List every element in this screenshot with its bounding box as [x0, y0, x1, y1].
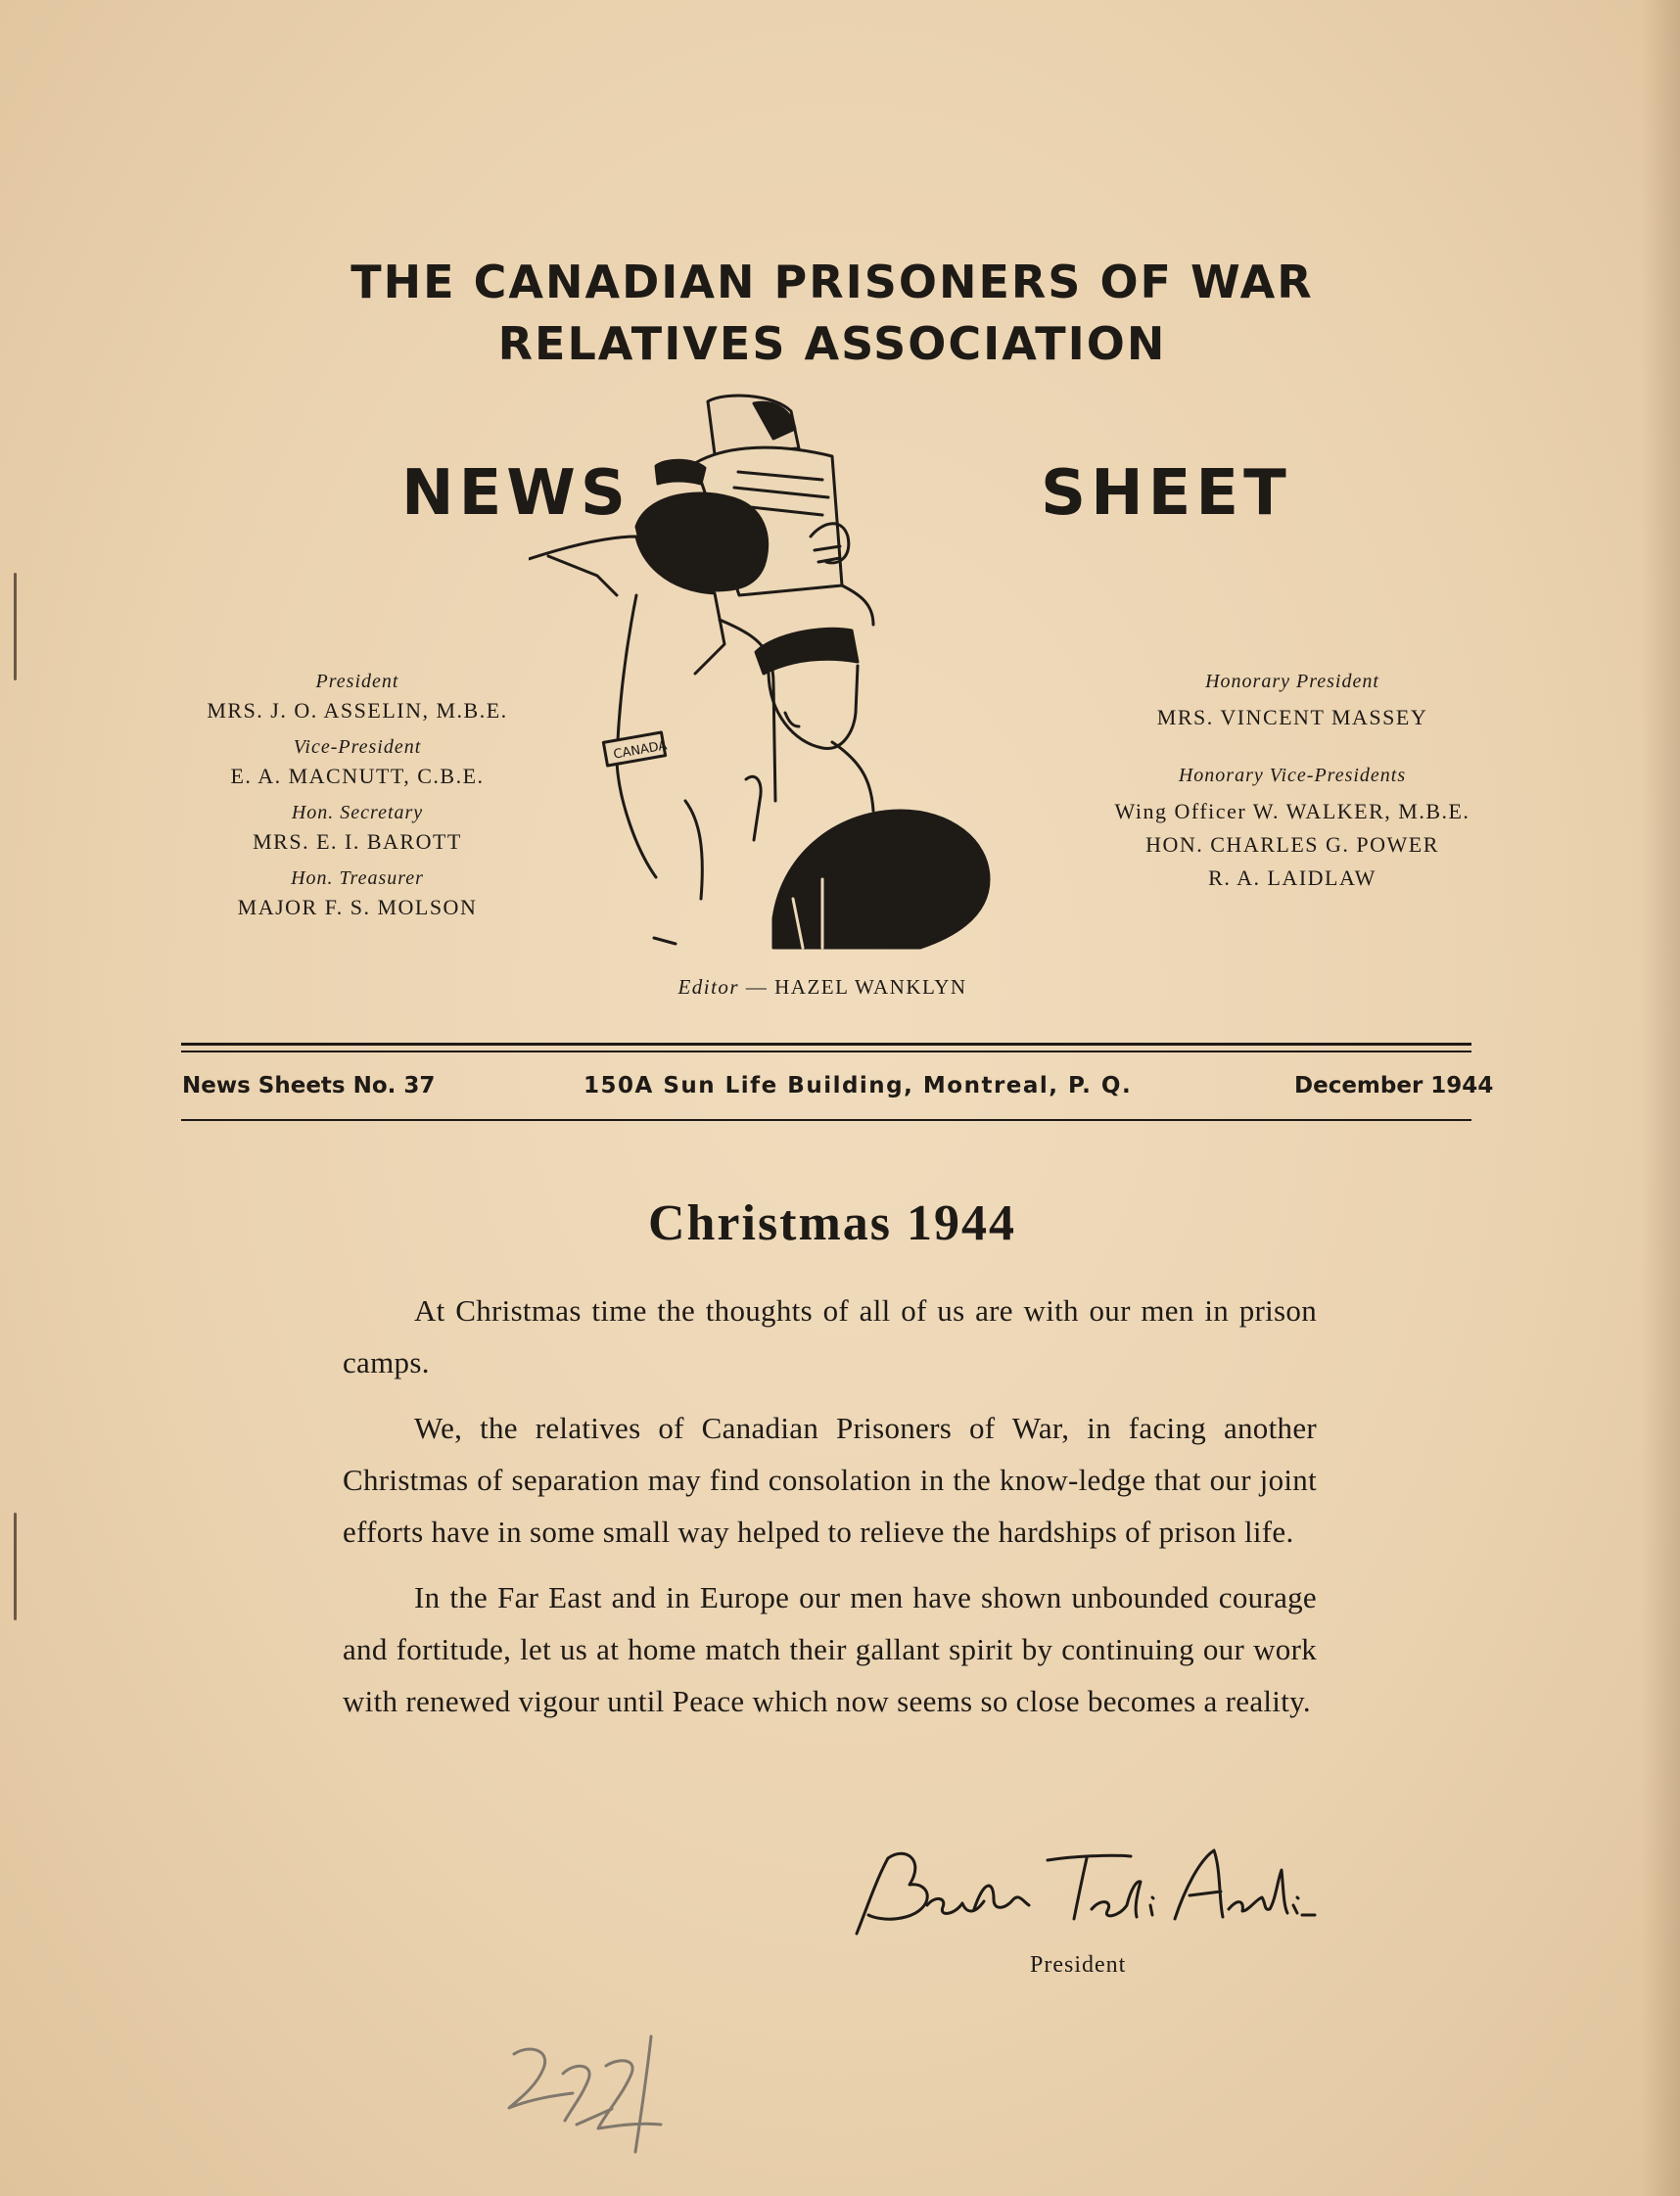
- officer-name: MRS. J. O. ASSELIN, M.B.E.: [207, 698, 508, 723]
- article-body: [343, 1285, 1317, 1741]
- honorary-vice-president-name: Wing Officer W. WALKER, M.B.E.: [1114, 799, 1470, 823]
- officers-list-left: [176, 672, 538, 934]
- honorary-vice-president-name: R. A. LAIDLAW: [1208, 865, 1377, 890]
- article-title: Christmas 1944: [647, 1195, 1017, 1251]
- editor-label: Editor: [677, 975, 740, 999]
- masthead-rule-top-thick: [181, 1043, 1471, 1046]
- office-address: 150A Sun Life Building, Montreal, P. Q.: [583, 1073, 1133, 1098]
- association-title-line1: THE CANADIAN PRISONERS OF WAR: [350, 256, 1314, 308]
- signature-title: President: [1030, 1952, 1127, 1978]
- officer-name: E. A. MACNUTT, C.B.E.: [230, 764, 485, 788]
- officer-name: MAJOR F. S. MOLSON: [237, 895, 478, 919]
- article-paragraph: At Christmas time the thoughts of all of us are with our men in prison camps.: [343, 1293, 1317, 1379]
- officer-role: Hon. Secretary: [291, 802, 424, 823]
- staple-bottom: [14, 1513, 17, 1620]
- page-edge-shadow: [1641, 0, 1680, 2196]
- article-paragraph: In the Far East and in Europe our men have shown unbounded courage and fortitude, let us at home match their gallant spirit by continuing our work with renewed vigour until Peace which now seems so close becomes a reality.: [343, 1580, 1317, 1718]
- issue-date: December 1944: [1294, 1073, 1494, 1098]
- staple-top: [14, 573, 17, 680]
- officer-role: Hon. Treasurer: [291, 867, 424, 889]
- officer-role: President: [315, 671, 399, 692]
- masthead-rule-top-thin: [181, 1051, 1471, 1052]
- honorary-vice-president-name: HON. CHARLES G. POWER: [1145, 832, 1439, 857]
- honorary-president-role: Honorary President: [1205, 671, 1379, 692]
- editor-name: HAZEL WANKLYN: [774, 975, 967, 999]
- armband-label: CANADA: [612, 738, 669, 763]
- news-word: NEWS: [401, 457, 630, 530]
- sheet-word: SHEET: [1041, 457, 1291, 530]
- association-title-line2: RELATIVES ASSOCIATION: [497, 317, 1167, 370]
- article-paragraph: We, the relatives of Canadian Prisoners of War, in facing another Christmas of separation may find consolation in the know-ledge that our joint efforts have in some small way helped to relieve the hardships of prison life.: [343, 1411, 1317, 1549]
- handwritten-signature: [837, 1841, 1317, 1948]
- soldiers-reading-letter-illustration: [529, 390, 1038, 959]
- honorary-president-name: MRS. VINCENT MASSEY: [1156, 705, 1428, 729]
- editor-credit: [548, 975, 1097, 1000]
- officer-role: Vice-President: [293, 736, 422, 758]
- issue-number: News Sheets No. 37: [182, 1073, 436, 1098]
- officers-list-right: [1087, 672, 1498, 901]
- editor-dash: —: [745, 975, 769, 999]
- pencil-annotation: [504, 2015, 700, 2162]
- officer-name: MRS. E. I. BAROTT: [253, 829, 462, 854]
- masthead-rule-bottom: [181, 1119, 1471, 1121]
- honorary-vice-presidents-role: Honorary Vice-Presidents: [1178, 765, 1407, 786]
